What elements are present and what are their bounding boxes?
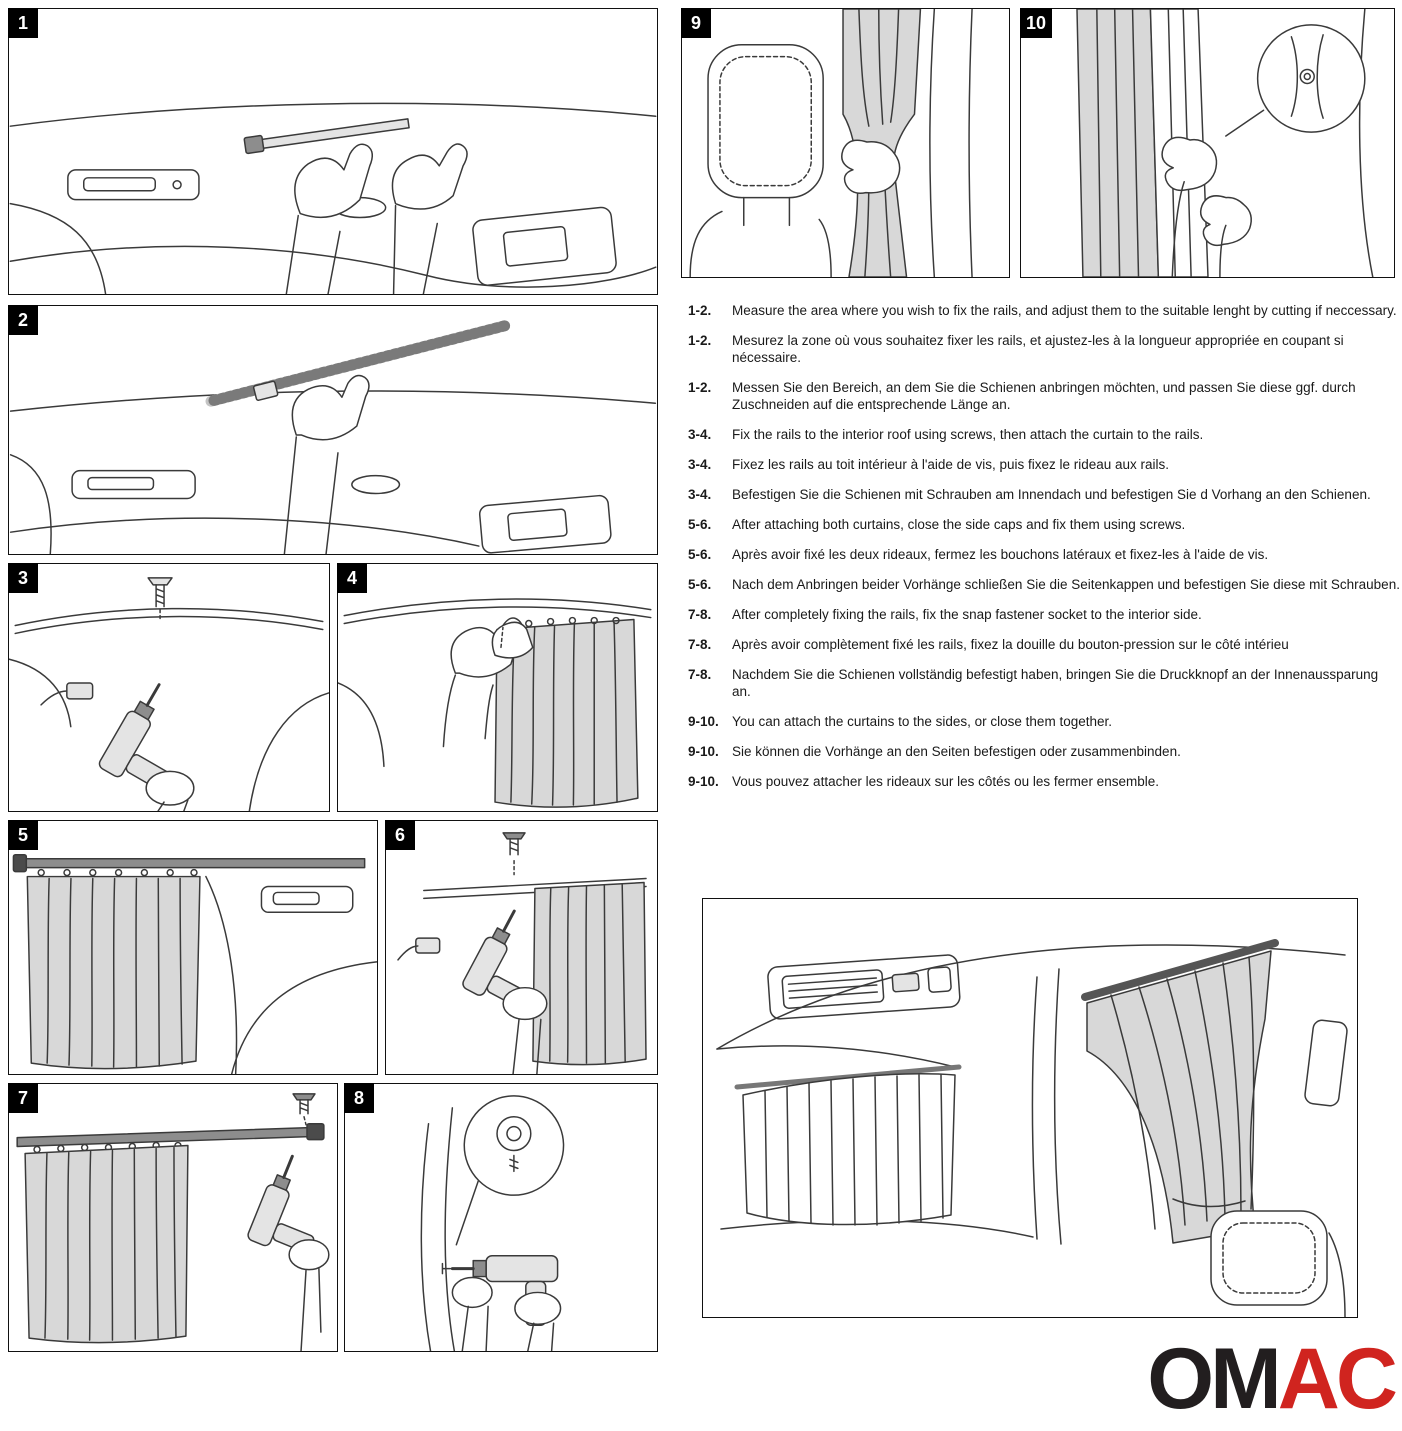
instruction-item [688,743,1400,760]
step-panel-7 [8,1083,338,1352]
step-number-badge: 5 [8,820,38,850]
instruction-step-label: 5-6. [688,547,712,562]
step-panel-10 [1020,8,1395,278]
omac-logo [1147,1331,1394,1427]
screw-icon [503,833,525,855]
curtain-hooks-icon [38,870,197,876]
instruction-text: Vous pouvez attacher les rideaux sur les côtés ou les fermer ensemble. [732,774,1159,789]
overhead-console-icon [261,886,352,912]
step-panel-4 [337,563,658,812]
overhead-console-icon [72,471,195,499]
door-pillar-line [1360,9,1373,277]
center-pillar-line [1033,977,1038,1239]
curtain-rail-icon [244,115,409,154]
instructions-list [688,302,1400,790]
final-result-illustration [703,899,1357,1317]
instruction-text: Fix the rails to the interior roof using screws, then attach the curtain to the rails. [732,427,1204,442]
instruction-text: After completely fixing the rails, fix the snap fastener socket to the interior side. [732,607,1202,622]
step-number-badge: 10 [1020,8,1052,38]
instruction-text: You can attach the curtains to the sides, or close them together. [732,714,1112,729]
instruction-step-label: 3-4. [688,487,712,502]
step-9-illustration [682,9,1009,277]
instruction-step-label: 7-8. [688,607,712,622]
hand-icon [289,1240,329,1351]
omac-logo-black-letters: OM [1147,1331,1278,1427]
instruction-text: Sie können die Vorhänge an den Seiten befestigen oder zusammenbinden. [732,744,1181,759]
instruction-text: Après avoir complètement fixé les rails, fixez la douille du bouton-pression sur le côté intérieu [732,637,1289,652]
step-panel-5 [8,820,378,1075]
instruction-step-label: 5-6. [688,577,712,592]
headrest-icon [1211,1211,1327,1305]
instruction-item [688,486,1400,503]
instruction-item [688,379,1400,413]
step-6-illustration [386,821,657,1074]
instruction-item [688,426,1400,443]
curtain-shape [533,883,646,1065]
step-number-badge: 1 [8,8,38,38]
mount-clip-icon [416,938,440,953]
door-pillar-line [421,1124,430,1351]
step-number-badge: 2 [8,305,38,335]
curtain-rail-icon [17,1124,324,1147]
instruction-text: Fixez les rails au toit intérieur à l'aide de vis, puis fixez le rideau aux rails. [732,457,1170,472]
step-8-illustration [345,1084,657,1351]
step-number-badge: 7 [8,1083,38,1113]
step-number-badge: 6 [385,820,415,850]
curtain-shape [27,877,200,1069]
step-panel-9 [681,8,1010,278]
instruction-step-label: 5-6. [688,517,712,532]
hands-icon [286,144,467,294]
overhead-console-icon [68,170,199,200]
instruction-step-label: 7-8. [688,637,712,652]
instruction-item [688,666,1400,700]
step-number-badge: 8 [344,1083,374,1113]
instruction-item [688,546,1400,563]
step-4-illustration [338,564,657,811]
instruction-step-label: 1-2. [688,333,712,348]
instruction-item [688,773,1400,790]
instruction-step-label: 3-4. [688,427,712,442]
step-number-badge: 3 [8,563,38,593]
curtain-left-shape [737,1067,959,1225]
snap-fastener-inset-icon [456,1096,563,1245]
step-panel-2 [8,305,658,555]
omac-logo-red-letters: AC [1277,1331,1394,1427]
window-pillar-line [930,9,934,277]
instruction-item [688,636,1400,653]
instruction-text: Mesurez la zone où vous souhaitez fixer les rails, et ajustez-les à la longueur appropriée en coupant si nécessaire. [732,333,1344,365]
grab-handle-icon [352,476,400,494]
curtain-shape [25,1146,188,1343]
mount-clip-icon [67,683,93,699]
hand-icon [284,375,369,554]
step-panel-1 [8,8,658,295]
instruction-text: Measure the area where you wish to fix the rails, and adjust them to the suitable lenght by cutting if neccessary. [732,303,1397,318]
instruction-step-label: 1-2. [688,303,712,318]
instruction-item [688,302,1400,319]
instruction-text: Messen Sie den Bereich, an dem Sie die Schienen anbringen möchten, und passen Sie diese ggf. durch Zuschneiden auf die entsprechende Länge an. [732,380,1356,412]
instruction-item [688,606,1400,623]
instruction-item [688,456,1400,473]
instruction-item [688,332,1400,366]
instruction-step-label: 9-10. [688,774,719,789]
step-panel-8 [344,1083,658,1352]
step-panel-6 [385,820,658,1075]
sun-visor-icon [479,495,612,554]
instruction-text: Befestigen Sie die Schienen mit Schrauben am Innendach und befestigen Sie d Vorhang an den Schienen. [732,487,1371,502]
step-number-badge: 9 [681,8,711,38]
screw-icon [293,1094,315,1114]
instruction-step-label: 9-10. [688,744,719,759]
instruction-text: After attaching both curtains, close the side caps and fix them using screws. [732,517,1186,532]
step-10-illustration [1021,9,1394,277]
step-2-illustration [9,306,657,554]
step-7-illustration [9,1084,337,1351]
final-result-panel [702,898,1358,1318]
curtain-right-shape [1087,951,1271,1243]
instruction-item [688,713,1400,730]
step-panel-3 [8,563,330,812]
sun-visor-icon [472,206,617,286]
sun-visor-icon [1304,1019,1348,1107]
instruction-step-label: 7-8. [688,667,712,682]
curtain-left-shape [1077,9,1158,277]
step-1-illustration [9,9,657,294]
instruction-step-label: 3-4. [688,457,712,472]
step-number-badge: 4 [337,563,367,593]
screw-icon [148,578,172,607]
instruction-item [688,576,1400,593]
magnifier-inset-icon [1226,25,1365,136]
headrest-icon [690,45,831,277]
instruction-text: Nach dem Anbringen beider Vorhänge schließen Sie die Seitenkappen und befestigen Sie diese mit Schrauben. [732,577,1400,592]
step-3-illustration [9,564,329,811]
step-5-illustration [9,821,377,1074]
instruction-step-label: 1-2. [688,380,712,395]
instruction-text: Nachdem Sie die Schienen vollständig befestigt haben, bringen Sie die Druckknopf an der Innenaussparung an. [732,667,1379,699]
hand-icon [146,771,194,811]
instruction-step-label: 9-10. [688,714,719,729]
instruction-text: Après avoir fixé les deux rideaux, fermez les bouchons latéraux et fixez-les à l'aide de vis. [732,547,1269,562]
instruction-item [688,516,1400,533]
